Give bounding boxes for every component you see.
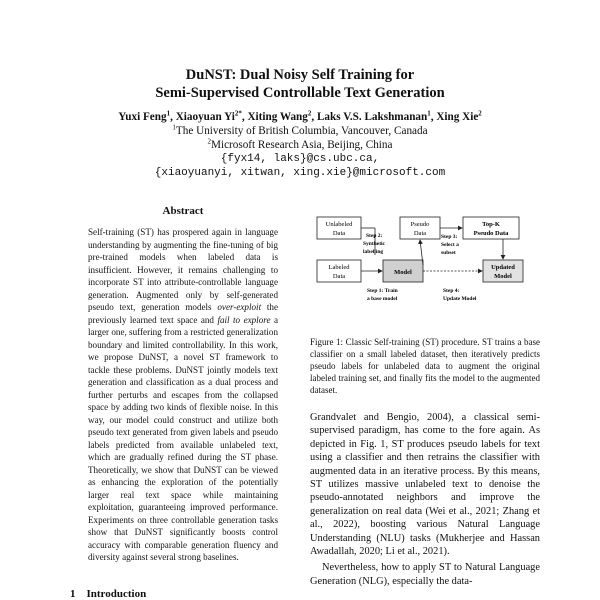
step2-label-3: labelling bbox=[363, 249, 384, 255]
email-line-1: {fyx14, laks}@cs.ubc.ca, bbox=[220, 153, 380, 165]
step3-label-3: subset bbox=[441, 250, 456, 256]
step1-label-2: a base model bbox=[367, 296, 398, 302]
updated-model-label-2: Model bbox=[494, 273, 512, 280]
abstract-heading: Abstract bbox=[162, 205, 204, 217]
author-name: Yuxi Feng bbox=[118, 111, 167, 123]
author-affil-marker: 2 bbox=[478, 109, 482, 118]
step4-label-2: Update Model bbox=[443, 296, 477, 302]
paper-title bbox=[0, 66, 600, 102]
paragraph: Nevertheless, how to apply ST to Natural Language Generation (NLG), especially the data- bbox=[310, 562, 540, 587]
email-line-2: {xiaoyuanyi, xitwan, xing.xie}@microsoft.com bbox=[154, 167, 446, 179]
author-name: Xiaoyuan Yi bbox=[175, 111, 235, 123]
step2-label-2: Synthetic bbox=[363, 241, 385, 247]
topk-label-2: Pseudo Data bbox=[473, 230, 509, 237]
author-list: Yuxi Feng$^1$, Xiaoyuan $Yi^{2*}$, Xiting Wang$^2$, Laks V.S. Lakshmanan$^1$, Xing Xie$^2$ bbox=[118, 109, 482, 123]
affiliation-2-text: Microsoft Research Asia, Beijing, China bbox=[211, 139, 393, 151]
abstract-text bbox=[88, 226, 278, 564]
title-line-1: DuNST: Dual Noisy Self Training for bbox=[185, 67, 415, 83]
labeled-data-label-2: Data bbox=[332, 273, 346, 280]
pseudo-data-label-2: Data bbox=[413, 230, 427, 237]
abstract-emphasis: fail to explore bbox=[217, 314, 271, 325]
author-name: Laks V.S. Lakshmanan bbox=[316, 111, 428, 123]
author-name: Xing Xie bbox=[436, 111, 479, 123]
paragraph: Grandvalet and Bengio, 2004), a classical semi-supervised paradigm, has come to the fore again. As depicted in Fig. 1, ST produces pseudo labels for text using a classifier and then retrains the classifier with augmented data in an iterative process. By this means, ST utilizes massive unlabeled text to denoise the pseudo-annotated neighbors and improve the generalization on real data (Wei et al., 2021; Zhang et al., 2022), boosting various Natural Language Understanding (NLU) tasks (Mukherjee and Hassan Awadallah, 2020; Li et al., 2021). bbox=[310, 412, 540, 558]
author-affil-marker: 1 bbox=[427, 109, 431, 118]
author-affil-marker: 2* bbox=[234, 109, 242, 118]
abstract-segment: Self-training (ST) has prospered again in language understanding by augmenting the fine-tuning of big pre-trained models when labeled data is insufficient. However, it remains challenging to incorporate ST into attribute-controllable language generation. Augmented only by self-generated pseudo text, generation models bbox=[88, 227, 278, 312]
body-text bbox=[310, 411, 540, 588]
self-training-diagram bbox=[305, 210, 541, 315]
topk-label: Top-K bbox=[482, 221, 500, 228]
abstract-segment: a larger one, suffering from a restricted generalization boundary and limited controllability. In this work, we propose DuNST, a novel ST framework to tackle these problems. DuNST jointly models text generation and classification as a dual process and further perturbs and escapes from the collapsed space by adding two kinds of flexible noise. In this way, our model could construct and utilize both pseudo text generated from given labels and pseudo labels predicted from available unlabeled text, which are gradually refined during the ST phase. Theoretically, we show that DuNST can be viewed as enhancing the exploration of the potentially larger real text space while maintaining exploitation, guaranteeing improved performance. Experiments on three controllable generation tasks show that DuNST significantly boosts control accuracy with comparable generation fluency and diversity against several strong baselines. bbox=[88, 314, 278, 562]
affiliation-1-text: The University of British Columbia, Vancouver, Canada bbox=[175, 125, 428, 137]
section-number: 1 bbox=[70, 588, 76, 600]
affiliation-2 bbox=[0, 138, 600, 152]
step3-label: Step 3: bbox=[441, 234, 458, 240]
pseudo-data-label: Pseudo bbox=[410, 221, 430, 228]
unlabeled-data-label-2: Data bbox=[332, 230, 346, 237]
step3-label-2: Select a bbox=[441, 242, 459, 248]
section-heading-introduction bbox=[70, 588, 146, 600]
affiliation-1 bbox=[0, 124, 600, 138]
author-affil-marker: 2 bbox=[307, 109, 312, 118]
affiliation-marker: 2 bbox=[207, 137, 212, 146]
affiliation-marker: 1 bbox=[172, 123, 176, 132]
unlabeled-data-label: Unlabeled bbox=[325, 221, 353, 228]
step1-label: Step 1: Train bbox=[367, 288, 398, 294]
abstract-emphasis: over-exploit bbox=[217, 302, 262, 312]
author-affil-marker: 1 bbox=[166, 109, 171, 118]
section-title: Introduction bbox=[86, 588, 147, 600]
labeled-data-label: Labeled bbox=[328, 264, 350, 271]
step2-label: Step 2: bbox=[366, 233, 383, 239]
updated-model-label: Updated bbox=[491, 264, 515, 271]
abstract-segment: the previously learned text space and bbox=[88, 302, 278, 325]
figure-caption: Figure 1: Classic Self-training (ST) procedure. ST trains a base classifier on a small labeled dataset, then iteratively predicts pseudo labels for unlabeled data to augment the original labeled training set, and finally fits the model to the augmented dataset. bbox=[310, 337, 540, 395]
model-label: Model bbox=[394, 269, 412, 276]
author-block bbox=[0, 110, 600, 180]
step4-label: Step 4: bbox=[443, 288, 460, 294]
title-line-2: Semi-Supervised Controllable Text Generation bbox=[155, 85, 445, 101]
author-name: Xiting Wang bbox=[247, 111, 308, 123]
